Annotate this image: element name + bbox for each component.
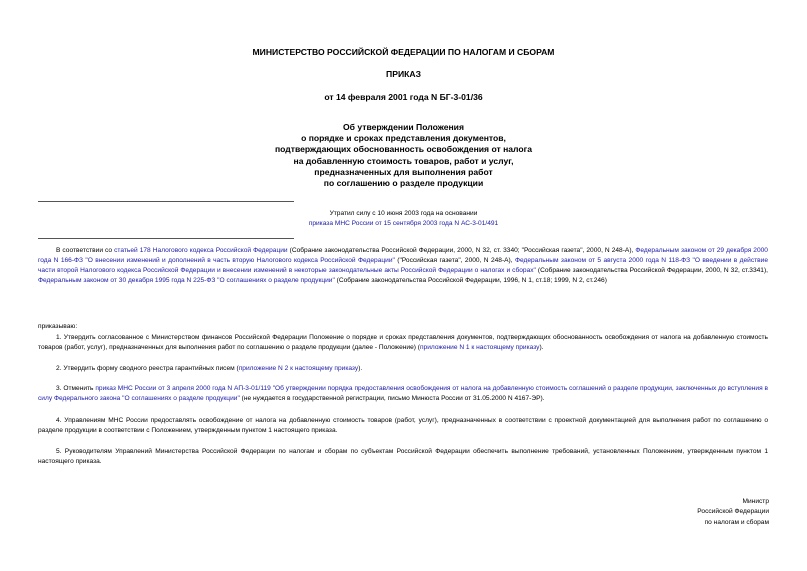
title-line: о порядке и сроках представления документов, [301,133,506,144]
item-text: 2. Утвердить форму сводного реестра гарантийных писем ( [56,365,239,372]
preamble-text: (Собрание законодательства Российской Федерации, 2000, N 32, ст.3341), [535,267,768,275]
title-line: предназначенных для выполнения работ [314,166,493,177]
ministry-heading: МИНИСТЕРСТВО РОССИЙСКОЙ ФЕДЕРАЦИИ ПО НАЛОГАМ И СБОРАМ [252,47,555,57]
item-text: (не нуждается в государственной регистрации, письмо Минюста России от 31.05.2000 N 4167-ЭР). [239,395,545,403]
preamble-text: (Собрание законодательства Российской Федерации, 2000, N 32, ст. 3340; "Российская газета", 2000, N 248-А), [287,247,636,254]
federal-law-225-link[interactable]: Федеральным законом от 30 декабря 1995 года N 225-ФЗ "О соглашениях о разделе продукции" [38,277,335,285]
federal-law-118-link[interactable]: Федеральным законом от 5 августа 2000 года N 118-ФЗ "О введении в действие части второй Налогового кодекса Российской Федерации и внесении изменений в некоторые законодательные акты Российской Федерации о налогах и сборах" [38,257,769,275]
status-note-text: Утратил силу с 10 июня 2003 года на основании [329,210,478,217]
title-line: подтверждающих обоснованность освобождения от налога [274,144,533,155]
signature-line: Министр [742,498,769,505]
signature-line: по налогам и сборам [704,518,769,526]
title-line: по соглашению о разделе продукции [323,178,484,189]
federal-law-166-link[interactable]: Федеральным законом от 29 декабря 2000 года N 166-ФЗ "О внесении изменений и дополнений в часть вторую Налогового кодекса Российской Федерации" [38,247,768,265]
title-line: Об утверждении Положения [343,122,464,132]
signature-block [697,497,769,528]
divider-bottom [38,238,294,239]
title-line: на добавленную стоимость товаров, работ и услуг, [293,155,514,166]
item-text: 1. Утвердить согласованное с Министерством финансов Российской Федерации Положение о порядке и сроках представления документов, подтверждающих обоснованность освобождения от налога на добавленную стоимость товаров (работ, услуг), предназначенных для выполнения работ по соглашению о разделе продукции (далее - Положение) ( [38,334,768,352]
divider-top [38,201,294,202]
signature-line: Российской Федерации [697,508,769,516]
document-title [0,122,807,189]
status-note [0,209,807,229]
item-text: ). [358,365,363,372]
order-date-number: от 14 февраля 2001 года N БГ-3-01/36 [324,92,483,102]
appendix-1-link[interactable]: приложение N 1 к настоящему приказу [419,344,540,352]
order-item-4: 4. Управлениям МНС России предоставлять освобождение от налога на добавленную стоимость товаров (работ, услуг), предназначенных в соответствии с проектной документацией для выполнения работ по соглашению о разделе продукции в соответствии с Положением, утвержденным пунктом 1 настоящего приказа. [38,417,768,435]
preamble-text: В соответствии со [56,247,115,254]
appendix-2-link[interactable]: приложение N 2 к настоящему приказу [238,365,359,372]
order-word: приказываю: [38,323,78,330]
order-item-5: 5. Руководителям Управлений Министерства Российской Федерации по налогам и сборам по субъектам Российской Федерации обеспечить выполнение требований, установленных Положением, утвержденным пунктом 1 настоящего приказа. [38,448,768,466]
order-item-3 [38,384,768,404]
order-item-1 [38,333,768,353]
item-text: 3. Отменить [56,385,96,392]
preamble-text: ("Российская газета", 2000, N 248-А), [394,257,515,265]
tax-code-article-link[interactable]: статьей 178 Налогового кодекса Российской Федерации [114,247,288,254]
preamble-paragraph [38,246,768,286]
status-note-link[interactable]: приказа МНС России от 15 сентября 2003 года N АС-3-01/491 [308,220,499,227]
cancelled-order-link[interactable]: приказ МНС России от 3 апреля 2000 года N АП-3-01/119 "Об утверждении порядка предоставления освобождения от налога на добавленную стоимость соглашений о разделе продукции, заключенных до вступления в силу Федерального закона "О соглашениях о разделе продукции" [38,385,768,403]
document-type: ПРИКАЗ [386,69,421,79]
item-text: ). [539,344,544,352]
preamble-text: (Собрание законодательства Российской Федерации, 1996, N 1, ст.18; 1999, N 2, ст.246) [334,277,607,285]
order-item-2 [38,364,768,374]
